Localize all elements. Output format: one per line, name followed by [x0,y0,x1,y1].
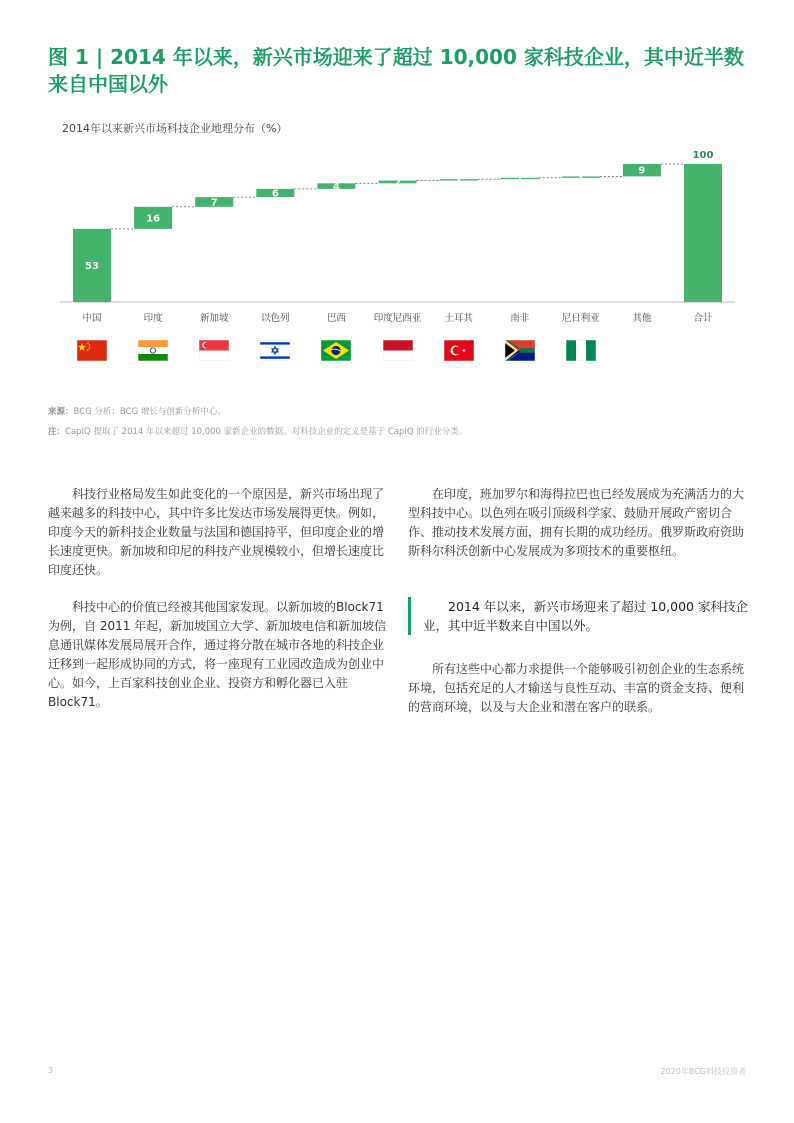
footnote [48,425,467,437]
south-africa-flag-icon [505,340,535,361]
value-label-5: 2 [394,177,401,189]
value-label-0: 53 [85,260,99,272]
china-flag-icon [77,340,107,361]
waterfall-chart [0,140,794,335]
category-label-10: 合计 [693,313,713,324]
israel-flag-icon [260,340,290,361]
india-flag-icon [138,340,168,361]
category-label-6: 土耳其 [444,313,473,324]
indonesia-flag-icon [383,340,413,361]
category-label-7: 南非 [510,313,530,324]
value-label-2: 7 [210,197,218,209]
category-label-5: 印度尼西亚 [373,313,422,324]
body-paragraph-2: 科技中心的价值已经被其他国家发现。以新加坡的Block71为例，自 2011 年起，新加坡国立大学、新加坡电信和新加坡信息通讯媒体发展局展开合作，通过将分散在城市各地的科技企业迁移到一起形成协同的方式，将一座现有工业园改造成为创业中心。如今，上百家科技创业企业、投资方和孵化器已入驻 Block71。 [48,600,387,709]
value-label-9: 9 [638,165,646,177]
value-label-7: 1 [516,173,524,185]
category-label-8: 尼日利亚 [561,313,600,324]
turkey-flag-icon [444,340,474,361]
figure-title: 图 1 | 2014 年以来，新兴市场迎来了超过 10,000 家科技企业，其中近半数来自中国以外 [48,45,744,96]
value-label-8: 1 [577,172,585,184]
body-paragraph-3: 在印度，班加罗尔和海得拉巴也已经发展成为充满活力的大型科技中心。以色列在吸引顶级科学家、鼓励开展政产密切合作、推动技术发展方面，拥有长期的成功经历。俄罗斯政府资助斯科尔科沃创新中心发展成为多项技术的重要枢纽。 [408,487,745,558]
body-paragraph-1: 科技行业格局发生如此变化的一个原因是，新兴市场出现了越来越多的科技中心，其中许多比发达市场发展得更快。例如，印度今天的新科技企业数量与法国和德国持平，但印度企业的增长速度更快。新加坡和印尼的科技产业规模较小，但增长速度比印度还快。 [48,487,385,577]
bar-10 [684,164,722,302]
body-paragraph-4: 所有这些中心都力求提供一个能够吸引初创企业的生态系统环境，包括充足的人才输送与良性互动、丰富的资金支持、便利的营商环境，以及与大企业和潜在客户的联系。 [408,662,745,714]
singapore-flag-icon [199,340,229,361]
source-label: 来源： [48,407,74,417]
nigeria-flag-icon [566,340,596,361]
category-label-3: 以色列 [261,313,290,324]
source-text: BCG 分析；BCG 增长与创新分析中心。 [73,407,226,417]
source-note [48,405,226,417]
category-label-4: 巴西 [326,313,346,324]
category-label-0: 中国 [82,313,102,324]
page-number: 3 [48,1066,54,1075]
value-label-6: 1 [455,175,463,187]
note-text: CapIQ 提取了 2014 年以来超过 10,000 家新企业的数据。对科技企业的定义是基于 CapIQ 的行业分类。 [65,427,468,437]
category-label-1: 印度 [143,313,163,324]
value-label-10: 100 [692,150,714,161]
category-label-9: 其他 [632,313,652,324]
note-label: 注： [48,427,66,437]
value-label-4: 4 [332,181,340,193]
chart-title: 2014年以来新兴市场科技企业地理分布（%） [62,122,288,135]
value-label-1: 16 [146,213,161,225]
value-label-3: 6 [271,188,279,200]
brazil-flag-icon [321,340,351,361]
category-label-2: 新加坡 [199,313,229,324]
report-name: 2020年BCG科技投资者 [660,1067,746,1076]
pull-quote: 2014 年以来，新兴市场迎来了超过 10,000 家科技企业，其中近半数来自中国以外。 [408,597,763,635]
